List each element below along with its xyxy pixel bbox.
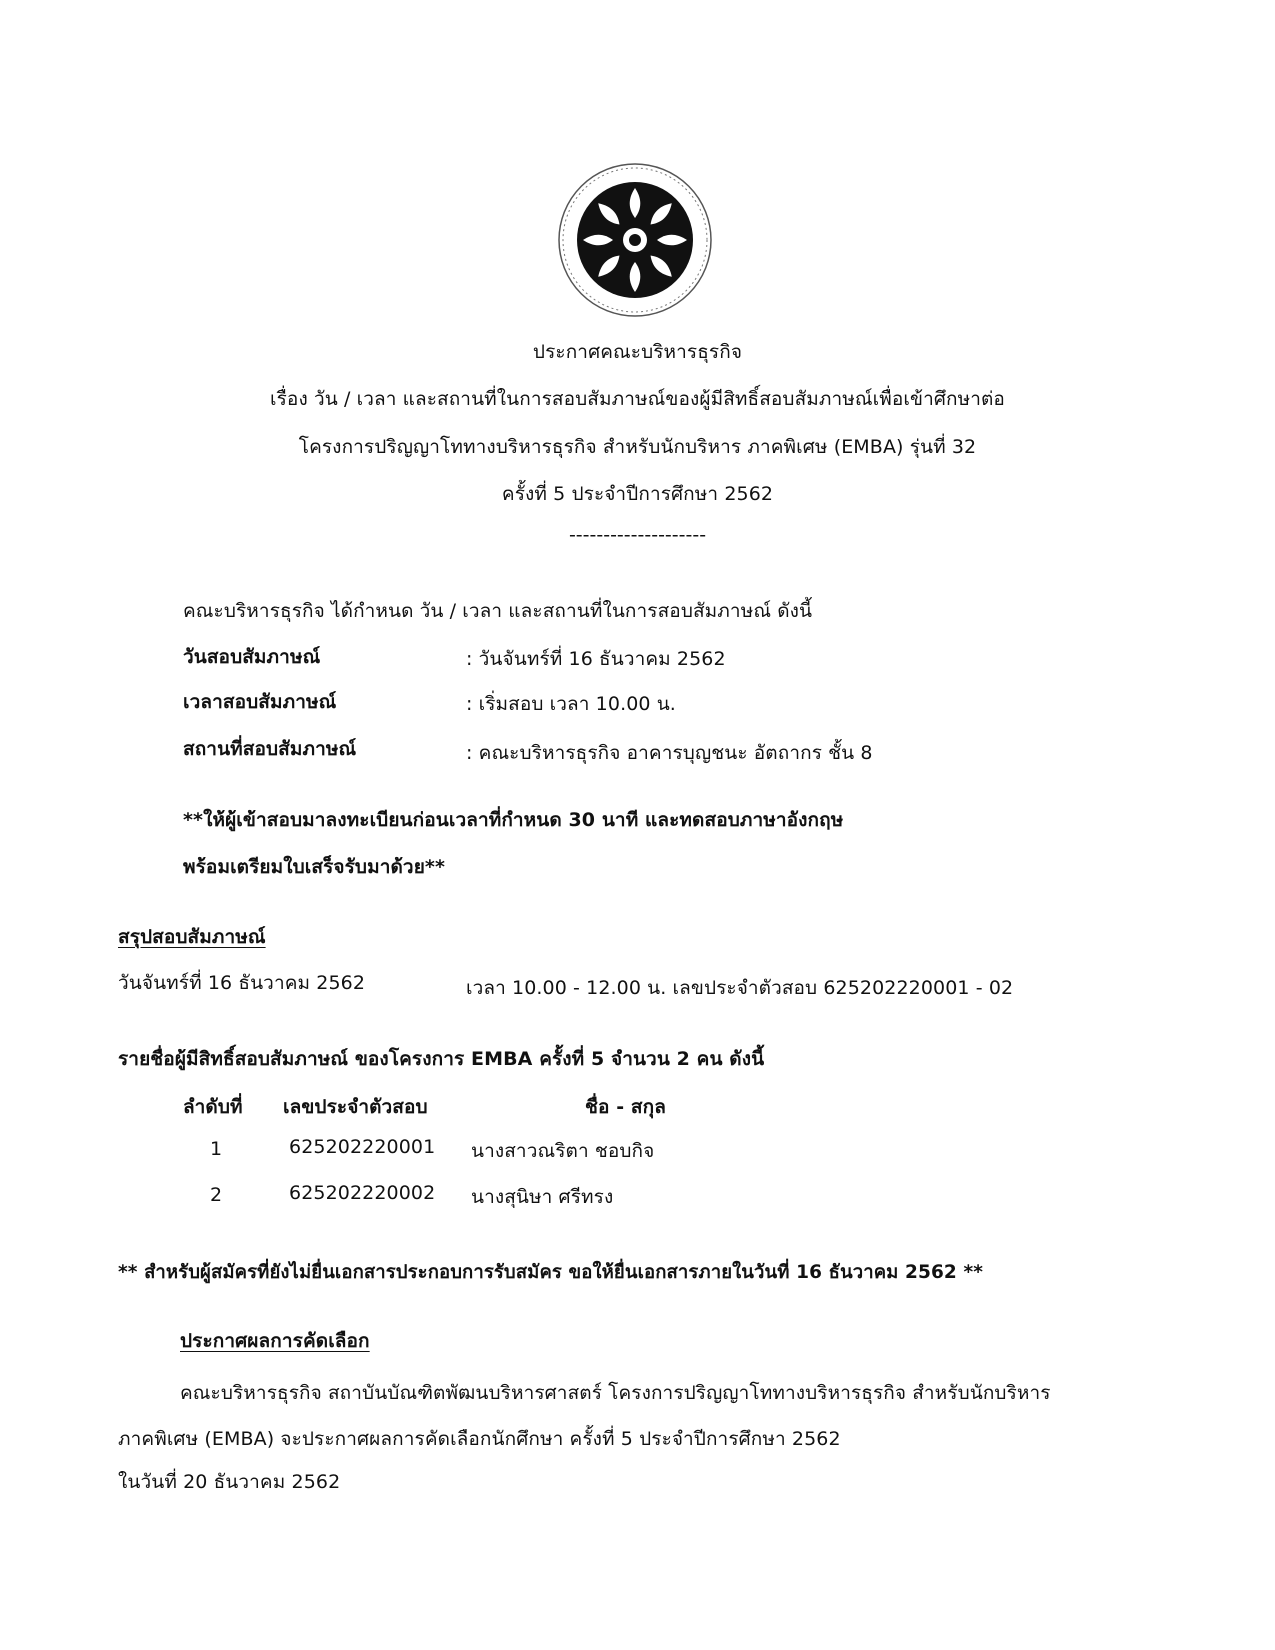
column-header-no: ลำดับที่: [183, 1096, 243, 1118]
row-no: 1: [210, 1138, 223, 1160]
result-line2: ภาคพิเศษ (EMBA) จะประกาศผลการคัดเลือกนักศึกษา ครั้งที่ 5 ประจำปีการศึกษา 2562: [118, 1428, 841, 1450]
row-id: 625202220002: [289, 1182, 436, 1204]
announcement-round: ครั้งที่ 5 ประจำปีการศึกษา 2562: [501, 483, 774, 505]
result-line3: ในวันที่ 20 ธันวาคม 2562: [118, 1471, 341, 1493]
summary-time: เวลา 10.00 - 12.00 น. เลขประจำตัวสอบ 625202220001 - 02: [466, 977, 1014, 999]
announcement-program: โครงการปริญญาโททางบริหารธุรกิจ สำหรับนักบริหาร ภาคพิเศษ (EMBA) รุ่นที่ 32: [298, 436, 977, 458]
detail-value-time: : เริ่มสอบ เวลา 10.00 น.: [466, 693, 676, 715]
registration-notice-line1: **ให้ผู้เข้าสอบมาลงทะเบียนก่อนเวลาที่กำหนด 30 นาที และทดสอบภาษาอังกฤษ: [183, 809, 844, 831]
row-name: นางสุนิษา ศรีทรง: [471, 1186, 614, 1208]
column-header-id: เลขประจำตัวสอบ: [283, 1096, 428, 1118]
announcement-subject: เรื่อง วัน / เวลา และสถานที่ในการสอบสัมภาษณ์ของผู้มีสิทธิ์สอบสัมภาษณ์เพื่อเข้าศึกษาต่อ: [270, 388, 1005, 410]
announcement-title: ประกาศคณะบริหารธุรกิจ: [532, 341, 743, 363]
detail-label-place: สถานที่สอบสัมภาษณ์: [183, 738, 357, 760]
column-header-name: ชื่อ - สกุล: [585, 1096, 666, 1118]
intro-text: คณะบริหารธุรกิจ ได้กำหนด วัน / เวลา และสถานที่ในการสอบสัมภาษณ์ ดังนี้: [183, 600, 813, 622]
detail-value-place: : คณะบริหารธุรกิจ อาคารบุญชนะ อัตถากร ชั้น 8: [466, 742, 873, 764]
summary-heading: สรุปสอบสัมภาษณ์: [118, 926, 266, 948]
row-id: 625202220001: [289, 1136, 436, 1158]
registration-notice-line2: พร้อมเตรียมใบเสร็จรับมาด้วย**: [183, 856, 445, 878]
university-seal-icon: [555, 160, 715, 320]
detail-label-date: วันสอบสัมภาษณ์: [183, 646, 321, 668]
candidate-list-heading: รายชื่อผู้มีสิทธิ์สอบสัมภาษณ์ ของโครงการ EMBA ครั้งที่ 5 จำนวน 2 คน ดังนี้: [118, 1048, 765, 1070]
detail-value-date: : วันจันทร์ที่ 16 ธันวาคม 2562: [466, 648, 726, 670]
row-name: นางสาวณริตา ชอบกิจ: [471, 1140, 655, 1162]
summary-date: วันจันทร์ที่ 16 ธันวาคม 2562: [118, 972, 366, 994]
result-line1: คณะบริหารธุรกิจ สถาบันบัณฑิตพัฒนบริหารศาสตร์ โครงการปริญญาโททางบริหารธุรกิจ สำหรับนักบริหาร: [180, 1382, 1051, 1404]
row-no: 2: [210, 1184, 223, 1206]
documents-notice: ** สำหรับผู้สมัครที่ยังไม่ยื่นเอกสารประกอบการรับสมัคร ขอให้ยื่นเอกสารภายในวันที่ 16 ธันวาคม 2562 **: [118, 1262, 983, 1283]
divider: --------------------: [568, 524, 707, 546]
result-heading: ประกาศผลการคัดเลือก: [180, 1330, 370, 1352]
detail-label-time: เวลาสอบสัมภาษณ์: [183, 691, 337, 713]
